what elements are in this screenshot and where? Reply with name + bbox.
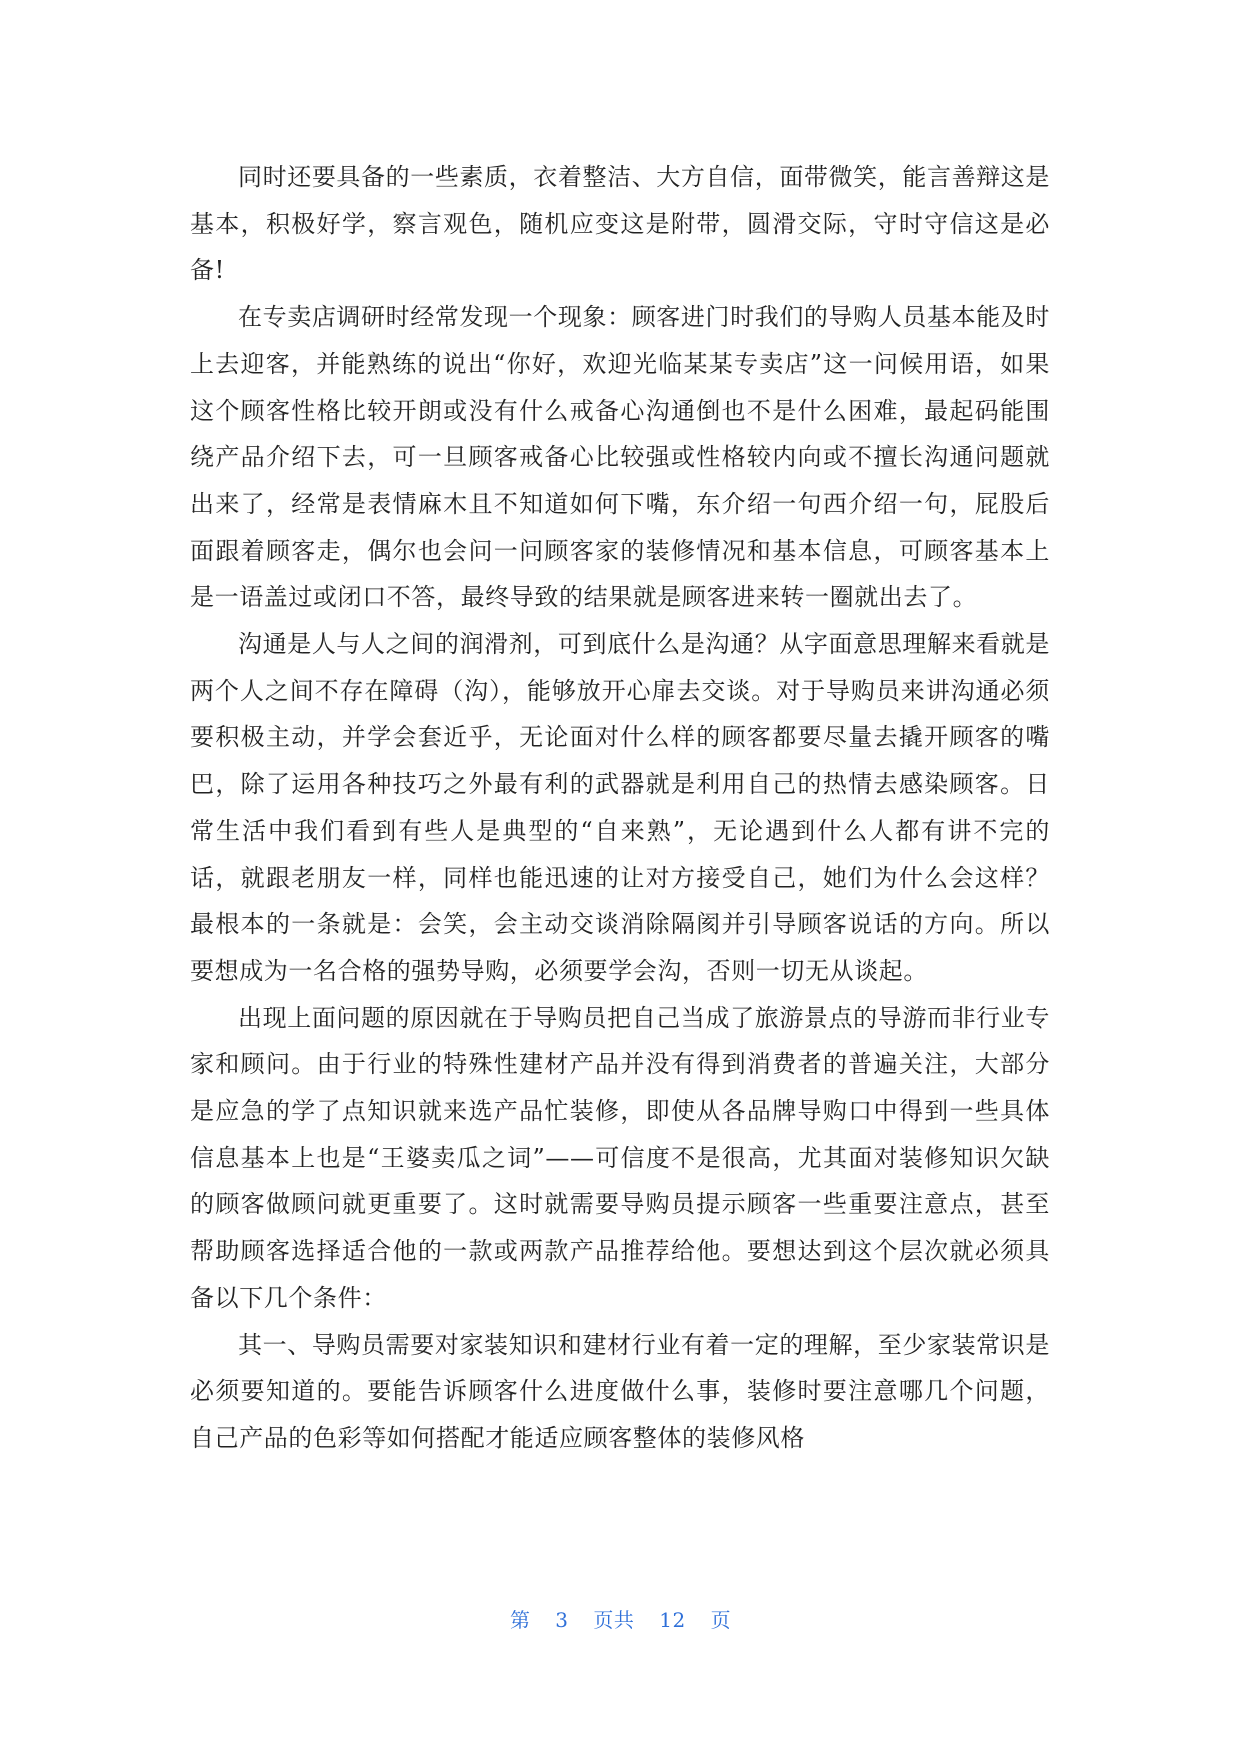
paragraph-condition-one: 其一、导购员需要对家装知识和建材行业有着一定的理解，至少家装常识是必须要知道的。要能告诉顾客什么进度做什么事，装修时要注意哪几个问题，自己产品的色彩等如何搭配才能适应顾客整体的装修风格 (190, 1330, 1050, 1452)
document-body (190, 154, 1050, 1462)
footer-middle: 页共 (593, 1608, 635, 1632)
footer-total-pages: 12 (659, 1608, 686, 1632)
paragraph-qualities: 同时还要具备的一些素质，衣着整洁、大方自信，面带微笑，能言善辩这是基本，积极好学，察言观色，随机应变这是附带，圆滑交际，守时守信这是必备! (190, 163, 1050, 285)
paragraph-store-observation: 在专卖店调研时经常发现一个现象：顾客进门时我们的导购人员基本能及时上去迎客，并能熟练的说出“你好，欢迎光临某某专卖店”这一问候用语，如果这个顾客性格比较开朗或没有什么戒备心沟通倒也不是什么困难，最起码能围绕产品介绍下去，可一旦顾客戒备心比较强或性格较内向或不擅长沟通问题就出来了，经常是表情麻木且不知道如何下嘴，东介绍一句西介绍一句，屁股后面跟着顾客走，偶尔也会问一问顾客家的装修情况和基本信息，可顾客基本上是一语盖过或闭口不答，最终导致的结果就是顾客进来转一圈就出去了。 (190, 303, 1050, 612)
footer-current-page: 3 (555, 1608, 569, 1632)
footer-suffix: 页 (710, 1608, 732, 1632)
page-footer (0, 1604, 1241, 1633)
paragraph-problem-cause: 出现上面问题的原因就在于导购员把自己当成了旅游景点的导游而非行业专家和顾问。由于行业的特殊性建材产品并没有得到消费者的普遍关注，大部分是应急的学了点知识就来选产品忙装修，即使从各品牌导购口中得到一些具体信息基本上也是“王婆卖瓜之词”——可信度不是很高，尤其面对装修知识欠缺的顾客做顾问就更重要了。这时就需要导购员提示顾客一些重要注意点，甚至帮助顾客选择适合他的一款或两款产品推荐给他。要想达到这个层次就必须具备以下几个条件： (190, 1003, 1050, 1312)
footer-prefix: 第 (509, 1608, 531, 1632)
paragraph-communication: 沟通是人与人之间的润滑剂，可到底什么是沟通？从字面意思理解来看就是两个人之间不存在障碍（沟），能够放开心扉去交谈。对于导购员来讲沟通必须要积极主动，并学会套近乎，无论面对什么样的顾客都要尽量去撬开顾客的嘴巴，除了运用各种技巧之外最有利的武器就是利用自己的热情去感染顾客。日常生活中我们看到有些人是典型的“自来熟”，无论遇到什么人都有讲不完的话，就跟老朋友一样，同样也能迅速的让对方接受自己，她们为什么会这样？最根本的一条就是：会笑，会主动交谈消除隔阂并引导顾客说话的方向。所以要想成为一名合格的强势导购，必须要学会沟，否则一切无从谈起。 (190, 630, 1050, 985)
